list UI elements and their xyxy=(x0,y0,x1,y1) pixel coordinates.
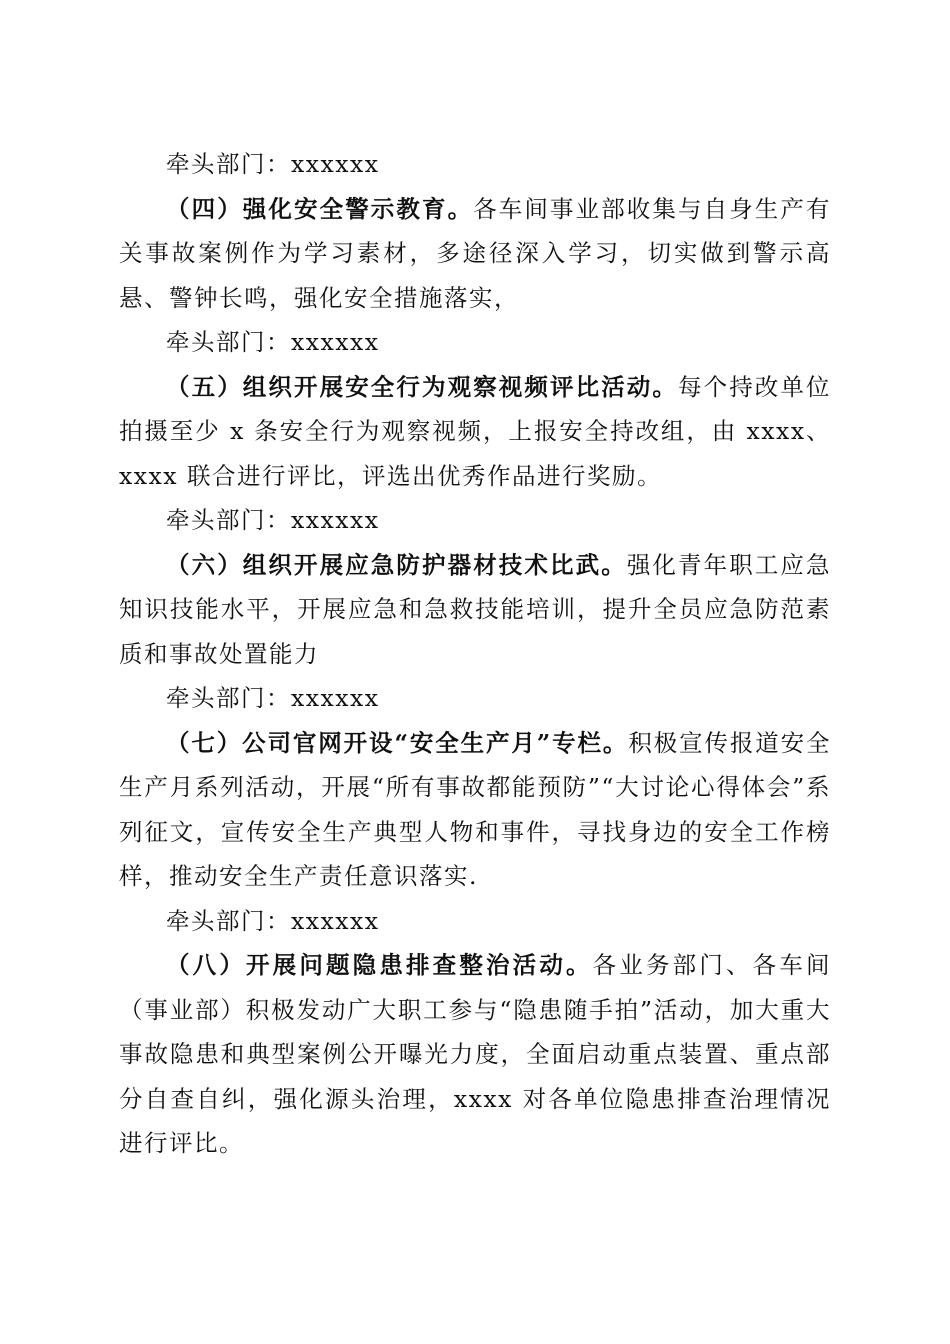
lead-department-line: 牵头部门：xxxxxx xyxy=(166,506,380,534)
section-item-5 xyxy=(119,365,831,499)
section-text: 积极宣传报道安全生产月系列活动，开展“所有事故都能预防”“大讨论心得体会”系列征文，宣传安全生产典型人物和事件，寻找身边的安全工作榜样，推动安全生产责任意识落实. xyxy=(119,728,831,890)
section-heading: （八）开展问题隐患排查整治活动。 xyxy=(166,951,593,979)
section-heading: （六）组织开展应急防护器材技术比武。 xyxy=(166,550,627,579)
document-body xyxy=(119,142,831,1166)
section-item-8 xyxy=(119,943,831,1166)
section-item-6 xyxy=(119,543,831,677)
section-heading: （五）组织开展安全行为观察视频评比活动。 xyxy=(166,372,678,401)
section-text: 各业务部门、各车间（事业部）积极发动广大职工参与“隐患随手拍”活动，加大重大事故隐患和典型案例公开曝光力度，全面启动重点装置、重点部分自查自纠，强化源头治理，xxxx 对各单位隐患排查治理情况进行评比。 xyxy=(119,951,832,1157)
lead-department-line: 牵头部门：xxxxxx xyxy=(166,150,380,178)
section-heading: （四）强化安全警示教育。 xyxy=(166,194,474,223)
lead-department-line: 牵头部门：xxxxxx xyxy=(166,328,380,356)
section-text: 强化青年职工应急知识技能水平，开展应急和急救技能培训，提升全员应急防范素质和事故处置能力 xyxy=(119,550,832,668)
lead-department-line: 牵头部门：xxxxxx xyxy=(166,684,380,712)
section-text: 各车间事业部收集与自身生产有关事故案例作为学习素材，多途径深入学习，切实做到警示高悬、警钟长鸣，强化安全措施落实， xyxy=(119,194,832,312)
lead-department-line: 牵头部门：xxxxxx xyxy=(166,906,380,935)
section-heading: （七）公司官网开设“安全生产月”专栏。 xyxy=(166,728,629,757)
section-text: 每个持改单位拍摄至少 x 条安全行为观察视频，上报安全持改组，由 xxxx、xxxx 联合进行评比，评选出优秀作品进行奖励。 xyxy=(119,372,831,490)
section-item-7 xyxy=(119,721,831,899)
section-item-4 xyxy=(119,187,831,321)
